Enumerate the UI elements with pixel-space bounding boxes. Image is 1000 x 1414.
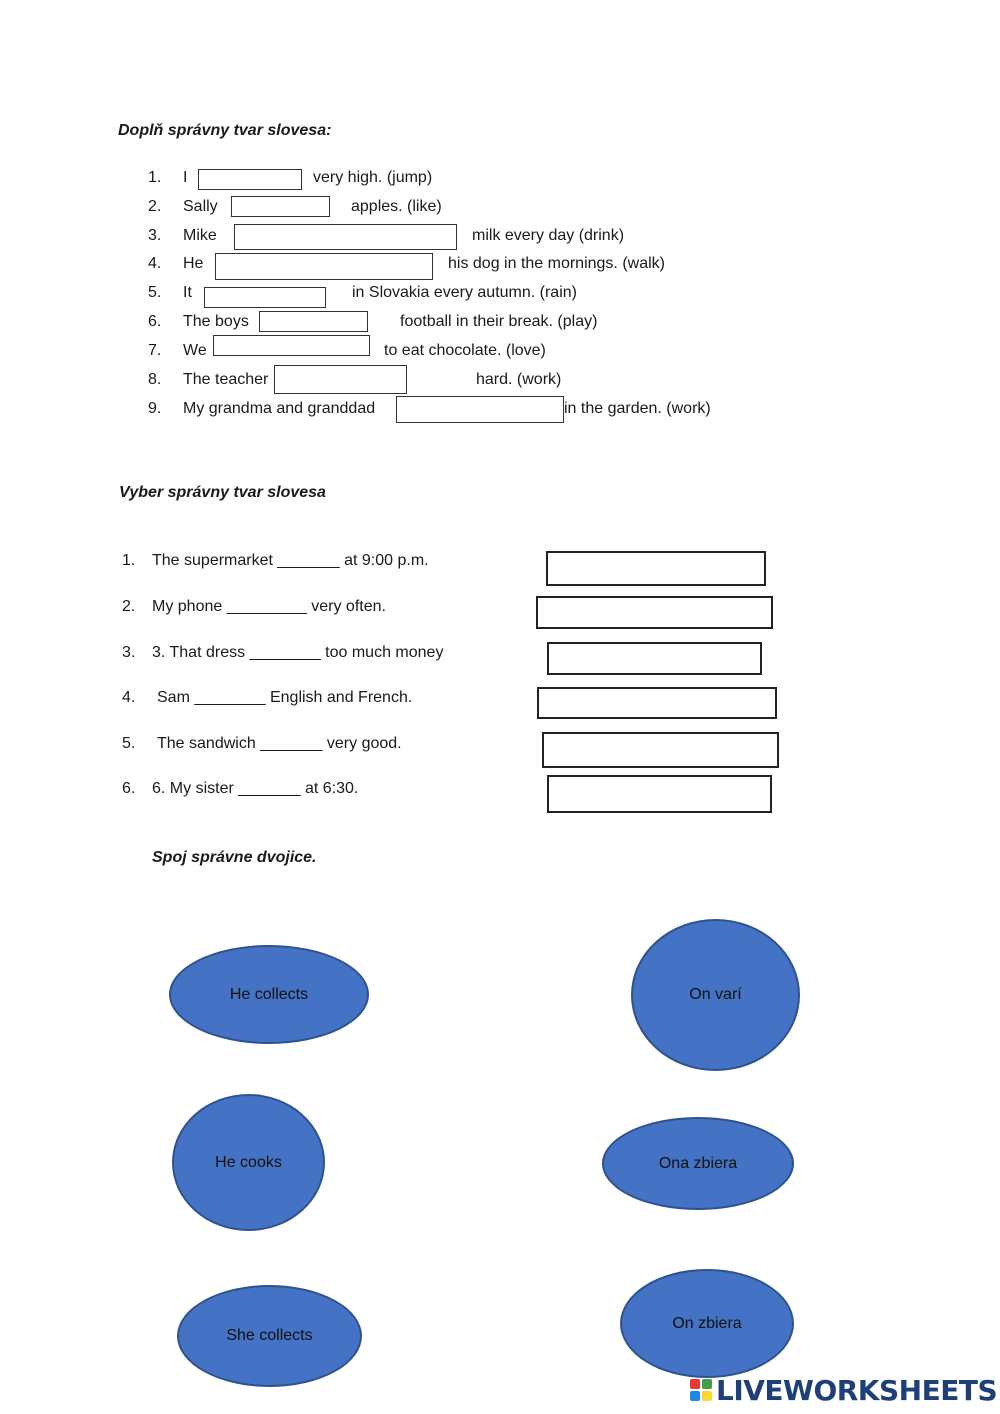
item-text: very high. (jump): [313, 169, 433, 186]
item-subject: We: [183, 342, 207, 359]
match-left-he-cooks[interactable]: He cooks: [172, 1094, 325, 1231]
item-text: The sandwich _______ very good.: [157, 735, 402, 752]
item-subject: The teacher: [183, 371, 269, 388]
item-text: 3. That dress ________ too much money: [152, 644, 444, 661]
logo-blocks-icon: [690, 1379, 712, 1401]
item-number: 9.: [148, 400, 162, 417]
item-text: apples. (like): [351, 198, 442, 215]
brand-name: LIVEWORKSHEETS: [716, 1373, 998, 1407]
item-text: The supermarket _______ at 9:00 p.m.: [152, 552, 429, 569]
answer-input-5[interactable]: [204, 287, 326, 308]
item-text: hard. (work): [476, 371, 562, 388]
match-left-he-collects[interactable]: He collects: [169, 945, 369, 1044]
select-answer-3[interactable]: [547, 642, 762, 675]
section3-heading: Spoj správne dvojice.: [152, 849, 317, 866]
item-text: his dog in the mornings. (walk): [448, 255, 665, 272]
item-number: 2.: [122, 598, 136, 615]
select-answer-6[interactable]: [547, 775, 772, 813]
item-subject: The boys: [183, 313, 249, 330]
item-subject: He: [183, 255, 204, 272]
item-text: to eat chocolate. (love): [384, 342, 546, 359]
item-number: 6.: [148, 313, 162, 330]
answer-input-8[interactable]: [274, 365, 407, 394]
item-subject: It: [183, 284, 192, 301]
match-right-ona-zbiera[interactable]: Ona zbiera: [602, 1117, 794, 1210]
item-text: in Slovakia every autumn. (rain): [352, 284, 577, 301]
item-number: 4.: [148, 255, 162, 272]
item-text: football in their break. (play): [400, 313, 598, 330]
item-subject: Sally: [183, 198, 218, 215]
item-number: 4.: [122, 689, 136, 706]
answer-input-4[interactable]: [215, 253, 433, 280]
item-number: 6.: [122, 780, 136, 797]
answer-input-2[interactable]: [231, 196, 330, 217]
match-right-on-vari[interactable]: On varí: [631, 919, 800, 1071]
section1-heading: Doplň správny tvar slovesa:: [118, 122, 332, 139]
answer-input-3[interactable]: [234, 224, 457, 250]
item-subject: Mike: [183, 227, 217, 244]
item-number: 5.: [148, 284, 162, 301]
item-number: 7.: [148, 342, 162, 359]
item-number: 3.: [148, 227, 162, 244]
select-answer-2[interactable]: [536, 596, 773, 629]
select-answer-5[interactable]: [542, 732, 779, 768]
item-text: 6. My sister _______ at 6:30.: [152, 780, 359, 797]
answer-input-7[interactable]: [213, 335, 370, 356]
item-number: 2.: [148, 198, 162, 215]
match-right-on-zbiera[interactable]: On zbiera: [620, 1269, 794, 1378]
item-subject: My grandma and granddad: [183, 400, 376, 417]
item-number: 5.: [122, 735, 136, 752]
liveworksheets-logo: [690, 1372, 997, 1408]
answer-input-6[interactable]: [259, 311, 368, 332]
item-text: in the garden. (work): [564, 400, 711, 417]
answer-input-1[interactable]: [198, 169, 302, 190]
match-left-she-collects[interactable]: She collects: [177, 1285, 362, 1387]
section2-heading: Vyber správny tvar slovesa: [119, 484, 326, 501]
answer-input-9[interactable]: [396, 396, 564, 423]
item-number: 3.: [122, 644, 136, 661]
item-number: 8.: [148, 371, 162, 388]
item-text: Sam ________ English and French.: [157, 689, 413, 706]
item-number: 1.: [122, 552, 136, 569]
item-subject: I: [183, 169, 188, 186]
item-text: My phone _________ very often.: [152, 598, 386, 615]
item-number: 1.: [148, 169, 162, 186]
select-answer-1[interactable]: [546, 551, 766, 586]
select-answer-4[interactable]: [537, 687, 777, 719]
item-text: milk every day (drink): [472, 227, 625, 244]
